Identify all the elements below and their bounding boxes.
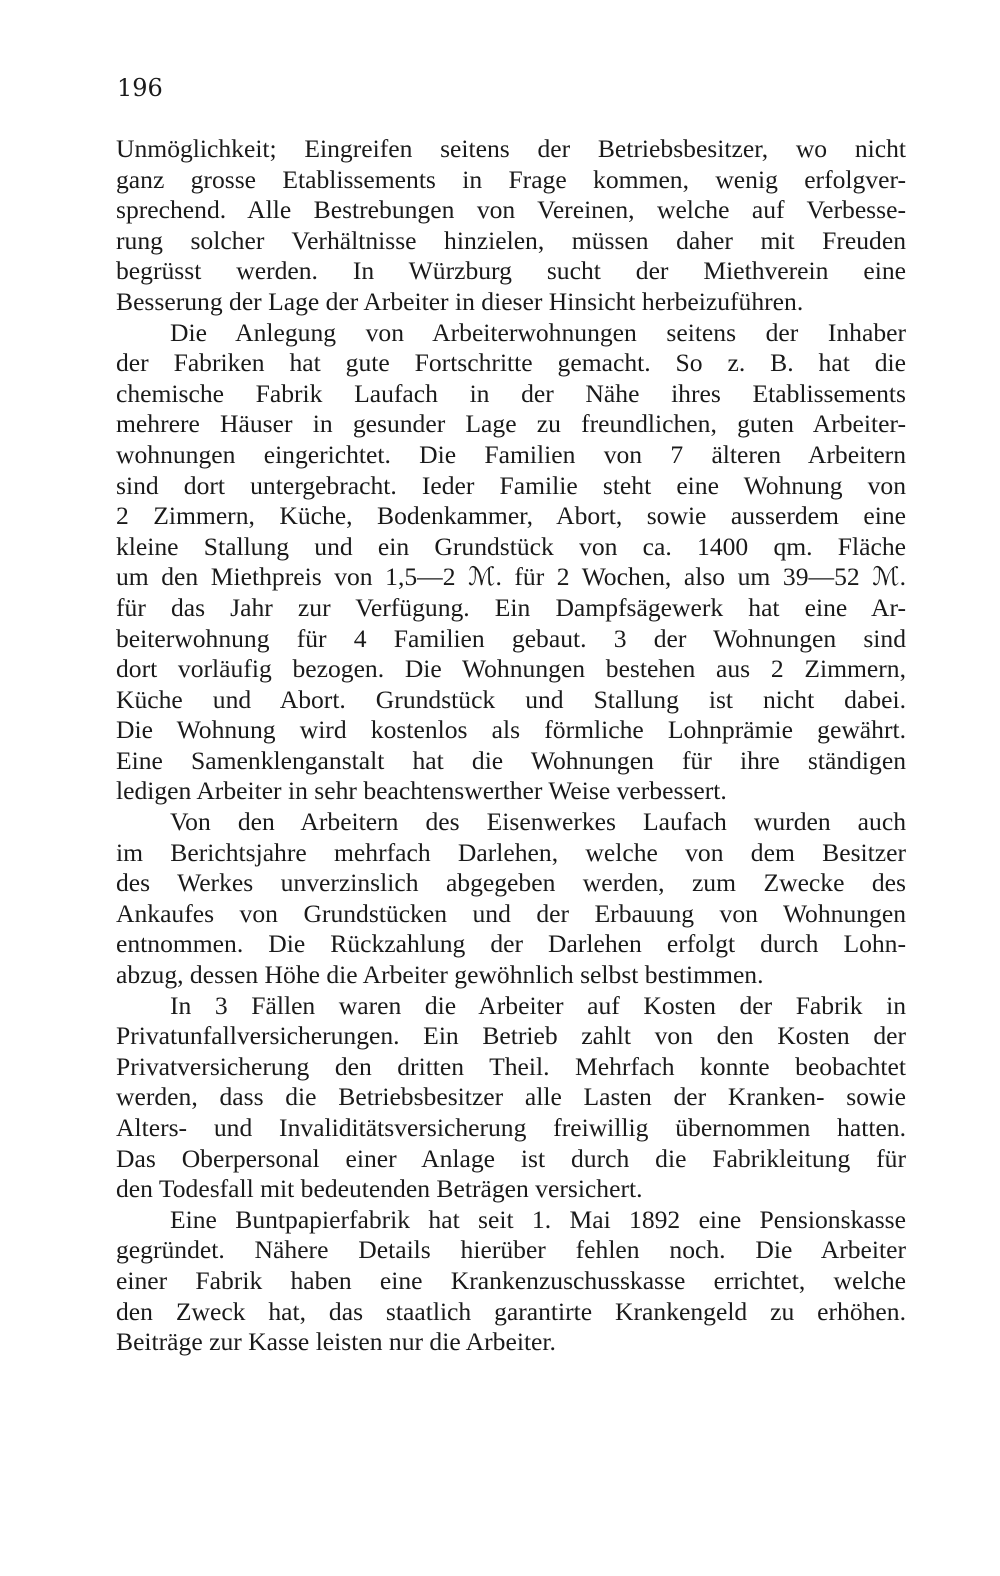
- text-line: ganz grosse Etablissements in Frage kommen, wenig erfolgver-: [116, 164, 906, 194]
- paragraph-start-line: In 3 Fällen waren die Arbeiter auf Kosten der Fabrik in: [170, 990, 906, 1020]
- text-line: im Berichtsjahre mehrfach Darlehen, welche von dem Besitzer: [116, 837, 906, 867]
- text-line: der Fabriken hat gute Fortschritte gemacht. So z. B. hat die: [116, 348, 906, 378]
- paragraph-start-line: Eine Buntpapierfabrik hat seit 1. Mai 1892 eine Pensionskasse: [170, 1204, 906, 1234]
- text-line: Küche und Abort. Grundstück und Stallung ist nicht dabei.: [116, 684, 906, 714]
- text-line: gegründet. Nähere Details hierüber fehlen noch. Die Arbeiter: [116, 1235, 906, 1265]
- text-line: wohnungen eingerichtet. Die Familien von 7 älteren Arbeitern: [116, 439, 906, 469]
- text-line: Unmöglichkeit; Eingreifen seitens der Betriebsbesitzer, wo nicht: [116, 134, 906, 163]
- paragraph-start-line: Die Anlegung von Arbeiterwohnungen seitens der Inhaber: [170, 317, 906, 347]
- text-line: Die Wohnung wird kostenlos als förmliche Lohnprämie gewährt.: [116, 715, 906, 745]
- text-line: des Werkes unverzinslich abgegeben werden, zum Zwecke des: [116, 868, 906, 898]
- text-line: Das Oberpersonal einer Anlage ist durch die Fabrikleitung für: [116, 1143, 906, 1173]
- text-line: beiterwohnung für 4 Familien gebaut. 3 der Wohnungen sind: [116, 623, 906, 653]
- text-line: entnommen. Die Rückzahlung der Darlehen erfolgt durch Lohn-: [116, 929, 906, 959]
- text-line: ledigen Arbeiter in sehr beachtenswerther Weise verbessert.: [116, 776, 727, 806]
- text-line: Eine Samenklenganstalt hat die Wohnungen für ihre ständigen: [116, 745, 906, 775]
- text-line: werden, dass die Betriebsbesitzer alle Lasten der Kranken- sowie: [116, 1082, 906, 1112]
- text-line: Besserung der Lage der Arbeiter in dieser Hinsicht herbeizuführen.: [116, 286, 804, 316]
- text-line: dort vorläufig bezogen. Die Wohnungen bestehen aus 2 Zimmern,: [116, 654, 906, 684]
- text-line: Beiträge zur Kasse leisten nur die Arbeiter.: [116, 1327, 556, 1357]
- text-line: begrüsst werden. In Würzburg sucht der Miethverein eine: [116, 256, 906, 286]
- text-line: Privatunfallversicherungen. Ein Betrieb zahlt von den Kosten der: [116, 1021, 906, 1051]
- paragraph-start-line: Von den Arbeitern des Eisenwerkes Laufach wurden auch: [170, 807, 906, 837]
- text-line: Privatversicherung den dritten Theil. Mehrfach konnte beobachtet: [116, 1051, 906, 1081]
- text-line: Ankaufes von Grundstücken und der Erbauung von Wohnungen: [116, 898, 906, 928]
- text-line: sprechend. Alle Bestrebungen von Vereinen, welche auf Verbesse-: [116, 195, 906, 225]
- text-line: mehrere Häuser in gesunder Lage zu freundlichen, guten Arbeiter-: [116, 409, 906, 439]
- text-line: kleine Stallung und ein Grundstück von ca. 1400 qm. Fläche: [116, 531, 906, 561]
- body-text: [116, 134, 906, 1358]
- text-line: chemische Fabrik Laufach in der Nähe ihres Etablissements: [116, 378, 906, 408]
- text-line: den Todesfall mit bedeutenden Beträgen versichert.: [116, 1174, 643, 1204]
- page-number: 196: [117, 74, 163, 102]
- text-line: rung solcher Verhältnisse hinzielen, müssen daher mit Freuden: [116, 225, 906, 255]
- text-line: 2 Zimmern, Küche, Bodenkammer, Abort, sowie ausserdem eine: [116, 501, 906, 531]
- text-line: für das Jahr zur Verfügung. Ein Dampfsägewerk hat eine Ar-: [116, 592, 906, 622]
- text-line: sind dort untergebracht. Ieder Familie steht eine Wohnung von: [116, 470, 906, 500]
- text-line: Alters- und Invaliditätsversicherung freiwillig übernommen hatten.: [116, 1113, 906, 1142]
- text-line: um den Miethpreis von 1,5—2 ℳ. für 2 Wochen, also um 39—52 ℳ.: [116, 562, 906, 592]
- text-line: abzug, dessen Höhe die Arbeiter gewöhnlich selbst bestimmen.: [116, 960, 764, 990]
- text-line: einer Fabrik haben eine Krankenzuschusskasse errichtet, welche: [116, 1265, 906, 1295]
- text-line: den Zweck hat, das staatlich garantirte Krankengeld zu erhöhen.: [116, 1296, 906, 1326]
